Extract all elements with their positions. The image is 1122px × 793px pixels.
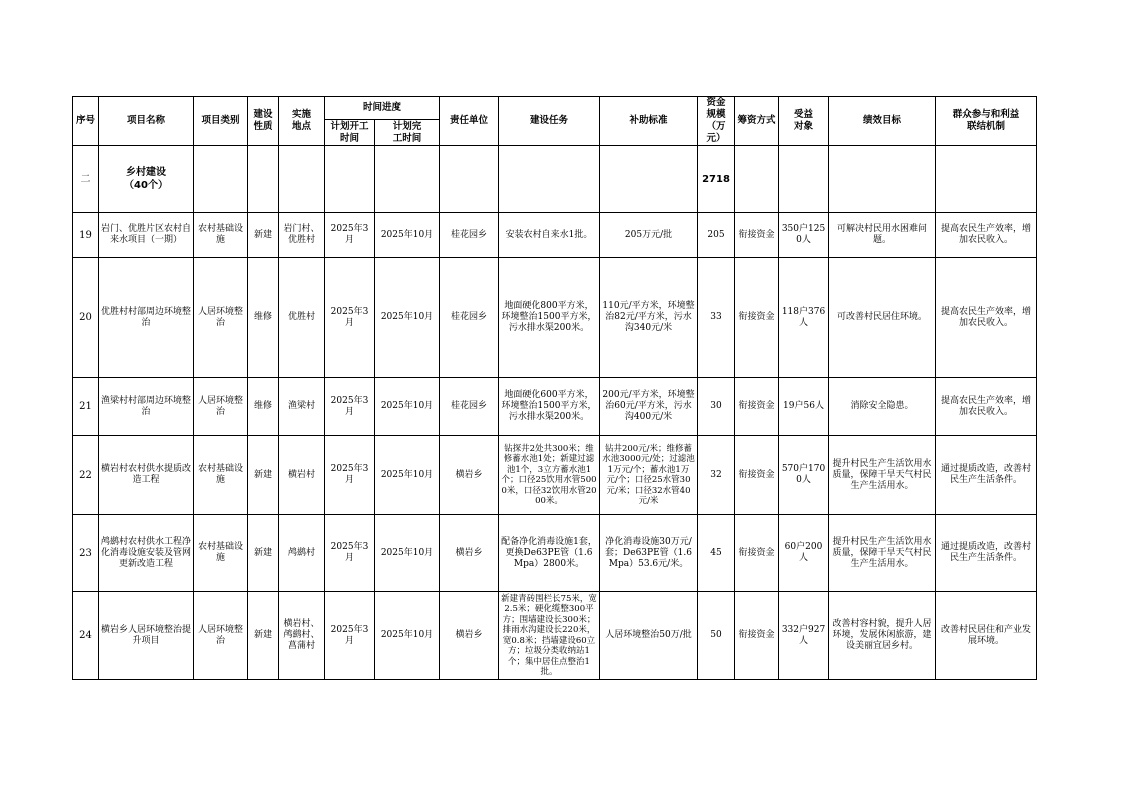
cell-category: 人居环境整治: [194, 378, 248, 436]
cell-funds: 45: [698, 515, 735, 592]
cell-beneficiary: 118户376人: [779, 258, 829, 378]
cell-unit: 桂花园乡: [440, 258, 499, 378]
cell-beneficiary: 570户1700人: [779, 436, 829, 515]
cell-subsidy: 钻井200元/米；维修蓄水池3000元/处；过滤池1万元/个；蓄水池1万元/个；口径25水管30元/米；口径32水管40元/米: [600, 436, 698, 515]
cell-funds: 32: [698, 436, 735, 515]
table-row: [73, 515, 1037, 592]
cell-location: 横岩村: [279, 436, 325, 515]
section-funds: 2718: [698, 146, 735, 213]
cell-unit: 横岩乡: [440, 592, 499, 680]
cell-location: 岩门村、优胜村: [279, 213, 325, 258]
cell-category: 人居环境整治: [194, 258, 248, 378]
header-name: 项目名称: [99, 97, 194, 146]
cell-start: 2025年3月: [325, 258, 375, 378]
cell-nature: 新建: [248, 515, 279, 592]
cell-category: 农村基础设施: [194, 515, 248, 592]
cell-subsidy: 110元/平方米，环境整治82元/平方米，污水沟340元/米: [600, 258, 698, 378]
table-row: [73, 592, 1037, 680]
header-goal: 绩效目标: [829, 97, 936, 146]
section-name: 乡村建设 （40个）: [99, 146, 194, 213]
cell-participation: 提高农民生产效率，增加农民收入。: [936, 213, 1037, 258]
cell-task: 配备净化消毒设施1套，更换De63PE管（1.6Mpa）2800米。: [499, 515, 600, 592]
cell-name: 鸬鹚村农村供水工程净化消毒设施安装及管网更新改造工程: [99, 515, 194, 592]
cell-no: 20: [73, 258, 99, 378]
table-row: [73, 213, 1037, 258]
cell-funding-method: 衔接资金: [735, 378, 779, 436]
cell-participation: 通过提质改造，改善村民生产生活条件。: [936, 436, 1037, 515]
cell-no: 23: [73, 515, 99, 592]
cell-beneficiary: 332户927人: [779, 592, 829, 680]
header-unit: 责任单位: [440, 97, 499, 146]
header-nature: 建设 性质: [248, 97, 279, 146]
header-funds: 资金 规模 （万元）: [698, 97, 735, 146]
cell-goal: 提升村民生产生活饮用水质量，保障干旱天气村民生产生活用水。: [829, 515, 936, 592]
cell-category: 农村基础设施: [194, 436, 248, 515]
cell-location: 鸬鹚村: [279, 515, 325, 592]
cell-name: 岩门、优胜片区农村自来水项目（一期）: [99, 213, 194, 258]
cell-participation: 提高农民生产效率，增加农民收入。: [936, 258, 1037, 378]
cell-subsidy: 205万元/批: [600, 213, 698, 258]
project-table: [72, 96, 1037, 680]
cell-subsidy: 200元/平方米，环境整治60元/平方米，污水沟400元/米: [600, 378, 698, 436]
cell-start: 2025年3月: [325, 515, 375, 592]
cell-name: 横岩村农村供水提质改造工程: [99, 436, 194, 515]
cell-start: 2025年3月: [325, 378, 375, 436]
cell-nature: 维修: [248, 378, 279, 436]
cell-location: 优胜村: [279, 258, 325, 378]
section-no: 二: [73, 146, 99, 213]
cell-no: 19: [73, 213, 99, 258]
table-row: [73, 258, 1037, 378]
header-participation: 群众参与和利益 联结机制: [936, 97, 1037, 146]
cell-funds: 33: [698, 258, 735, 378]
cell-subsidy: 净化消毒设施30万元/套；De63PE管（1.6Mpa）53.6元/米。: [600, 515, 698, 592]
header-schedule: 时间进度: [325, 97, 440, 120]
cell-goal: 消除安全隐患。: [829, 378, 936, 436]
header-start: 计划开工 时间: [325, 120, 375, 146]
section-row: [73, 146, 1037, 213]
cell-participation: 通过提质改造，改善村民生产生活条件。: [936, 515, 1037, 592]
cell-beneficiary: 19户56人: [779, 378, 829, 436]
cell-funding-method: 衔接资金: [735, 213, 779, 258]
cell-start: 2025年3月: [325, 592, 375, 680]
table-row: [73, 378, 1037, 436]
cell-unit: 桂花园乡: [440, 213, 499, 258]
cell-funding-method: 衔接资金: [735, 515, 779, 592]
cell-task: 安装农村自来水1批。: [499, 213, 600, 258]
cell-funds: 205: [698, 213, 735, 258]
cell-no: 21: [73, 378, 99, 436]
cell-funds: 30: [698, 378, 735, 436]
cell-location: 横岩村、鸬鹚村、菖蒲村: [279, 592, 325, 680]
cell-end: 2025年10月: [375, 213, 440, 258]
cell-goal: 提升村民生产生活饮用水质量，保障干旱天气村民生产生活用水。: [829, 436, 936, 515]
cell-end: 2025年10月: [375, 436, 440, 515]
cell-name: 优胜村村部周边环境整治: [99, 258, 194, 378]
cell-beneficiary: 60户200人: [779, 515, 829, 592]
cell-task: 地面硬化600平方米，环境整治1500平方米，污水排水渠200米。: [499, 378, 600, 436]
cell-task: 地面硬化800平方米，环境整治1500平方米，污水排水渠200米。: [499, 258, 600, 378]
header-beneficiary: 受益 对象: [779, 97, 829, 146]
cell-no: 22: [73, 436, 99, 515]
cell-end: 2025年10月: [375, 592, 440, 680]
cell-no: 24: [73, 592, 99, 680]
header-funding-method: 筹资方式: [735, 97, 779, 146]
cell-location: 渔梁村: [279, 378, 325, 436]
cell-funding-method: 衔接资金: [735, 436, 779, 515]
header-location: 实施 地点: [279, 97, 325, 146]
header-task: 建设任务: [499, 97, 600, 146]
cell-start: 2025年3月: [325, 213, 375, 258]
cell-nature: 新建: [248, 592, 279, 680]
header-end: 计划完 工时间: [375, 120, 440, 146]
cell-name: 渔梁村村部周边环境整治: [99, 378, 194, 436]
cell-nature: 新建: [248, 213, 279, 258]
cell-category: 农村基础设施: [194, 213, 248, 258]
cell-beneficiary: 350户1250人: [779, 213, 829, 258]
cell-start: 2025年3月: [325, 436, 375, 515]
cell-end: 2025年10月: [375, 515, 440, 592]
cell-goal: 改善村容村貌，提升人居环境，发展休闲旅游，建设美丽宜居乡村。: [829, 592, 936, 680]
table-row: [73, 436, 1037, 515]
cell-end: 2025年10月: [375, 258, 440, 378]
cell-subsidy: 人居环境整治50万/批: [600, 592, 698, 680]
header-subsidy: 补助标准: [600, 97, 698, 146]
cell-goal: 可解决村民用水困难问题。: [829, 213, 936, 258]
header-no: 序号: [73, 97, 99, 146]
cell-task: 新建青砖围栏长75米，宽2.5米；硬化缆整300平方；围墙建设长300米；排雨水沟建设长220米，宽0.8米；挡墙建设60立方；垃圾分类收纳站1个；集中居住点整治1批。: [499, 592, 600, 680]
cell-nature: 新建: [248, 436, 279, 515]
cell-task: 钻探井2处共300米；维修蓄水池1处；新建过滤池1个，3立方蓄水池1个；口径25饮用水管5000米，口径32饮用水管2000米。: [499, 436, 600, 515]
cell-participation: 改善村民居住和产业发展环境。: [936, 592, 1037, 680]
cell-unit: 横岩乡: [440, 515, 499, 592]
cell-unit: 桂花园乡: [440, 378, 499, 436]
cell-name: 横岩乡人居环境整治提升项目: [99, 592, 194, 680]
cell-unit: 横岩乡: [440, 436, 499, 515]
cell-end: 2025年10月: [375, 378, 440, 436]
cell-funding-method: 衔接资金: [735, 258, 779, 378]
cell-funding-method: 衔接资金: [735, 592, 779, 680]
cell-category: 人居环境整治: [194, 592, 248, 680]
cell-funds: 50: [698, 592, 735, 680]
header-category: 项目类别: [194, 97, 248, 146]
cell-nature: 维修: [248, 258, 279, 378]
cell-goal: 可改善村民居住环境。: [829, 258, 936, 378]
cell-participation: 提高农民生产效率，增加农民收入。: [936, 378, 1037, 436]
